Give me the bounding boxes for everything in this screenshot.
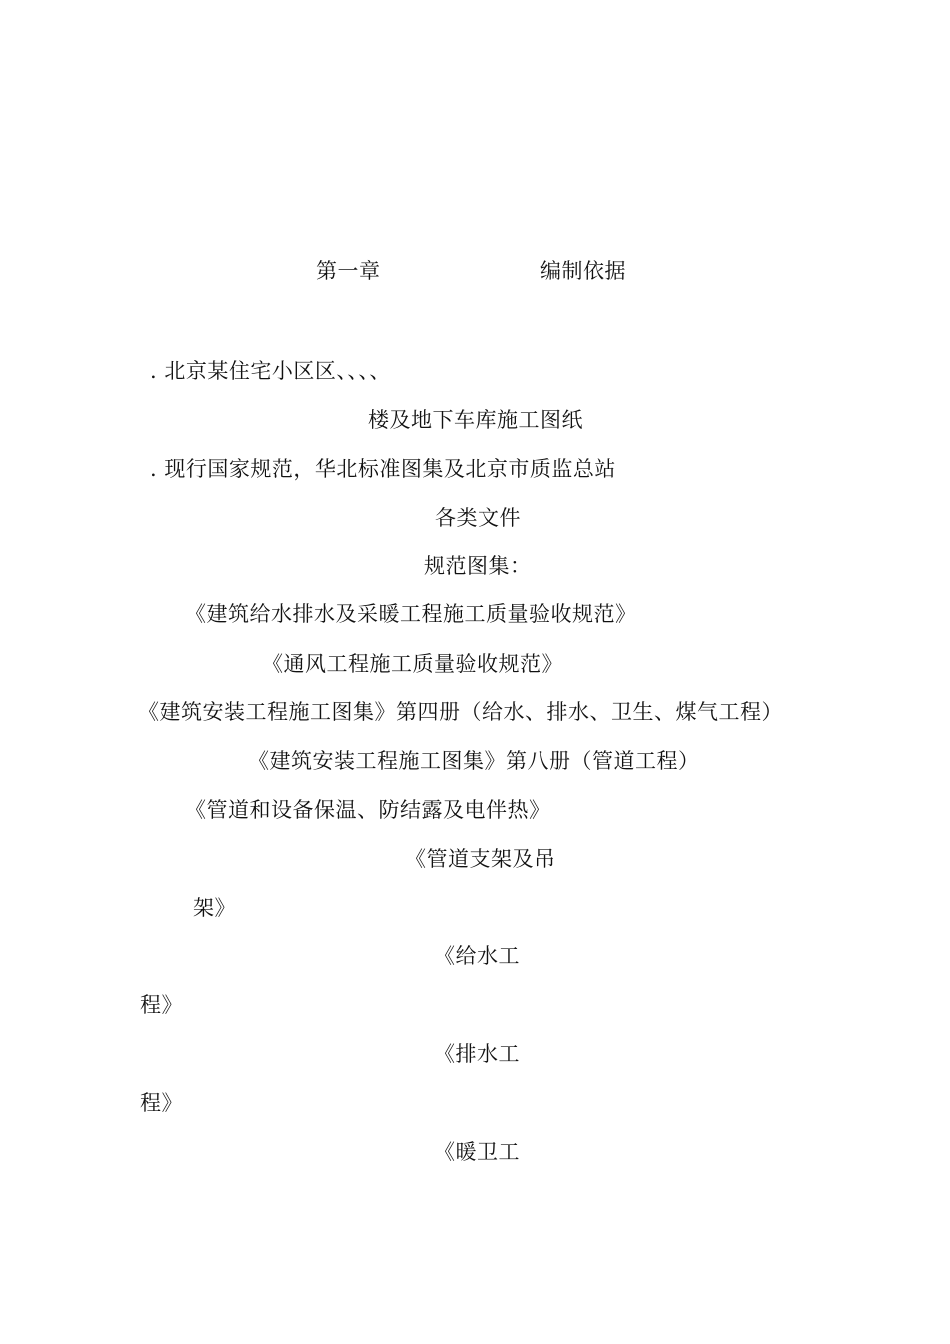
standard-item: 《管道支架及吊 <box>405 847 556 871</box>
standard-item-cont: 程》 <box>140 993 183 1017</box>
standard-item: 《建筑给水排水及采暖工程施工质量验收规范》 <box>185 602 637 626</box>
basis-item-standards: . 现行国家规范，华北标准图集及北京市质监总站 <box>150 457 616 481</box>
standard-item: 《建筑安装工程施工图集》第八册（管道工程） <box>248 749 700 773</box>
chapter-title: 编制依据 <box>540 259 626 283</box>
standard-item: 《通风工程施工质量验收规范》 <box>262 652 563 676</box>
basis-item-drawings: . 北京某住宅小区区、、、、 <box>150 359 391 383</box>
basis-item-standards-cont: 各类文件 <box>435 506 521 530</box>
standards-list-heading: 规范图集： <box>424 554 532 578</box>
standard-item: 《暖卫工 <box>434 1140 520 1164</box>
basis-item-drawings-cont: 楼及地下车库施工图纸 <box>368 408 583 432</box>
chapter-number: 第一章 <box>316 259 381 283</box>
standard-item-cont: 程》 <box>140 1091 183 1115</box>
standard-item-cont: 架》 <box>193 896 236 920</box>
standard-item: 《建筑安装工程施工图集》第四册（给水、排水、卫生、煤气工程） <box>138 700 783 724</box>
standard-item: 《管道和设备保温、防结露及电伴热》 <box>185 798 551 822</box>
standard-item: 《排水工 <box>434 1042 520 1066</box>
standard-item: 《给水工 <box>434 944 520 968</box>
